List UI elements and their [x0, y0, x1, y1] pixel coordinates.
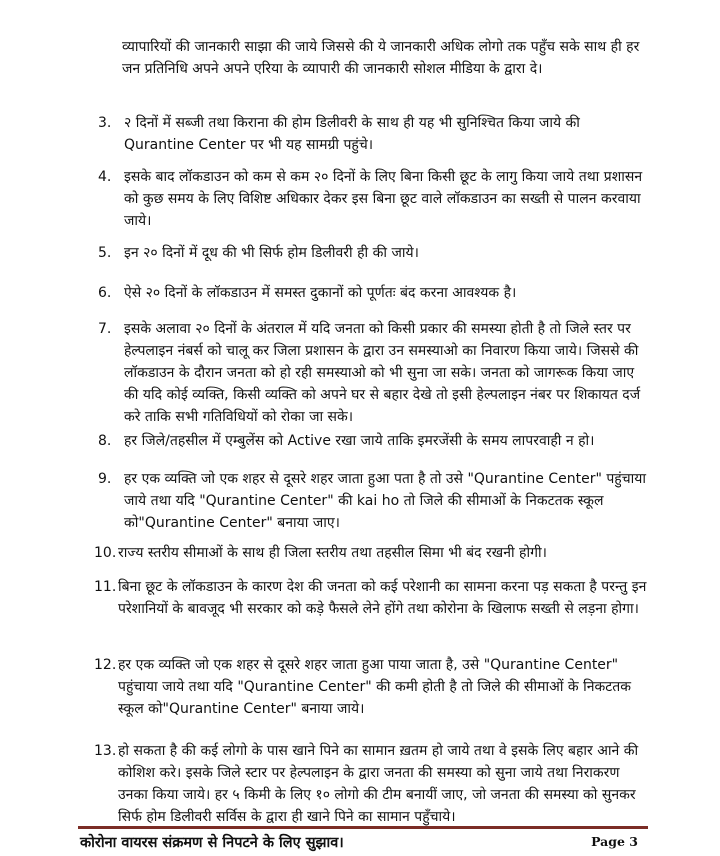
item-text: इन २० दिनों में दूध की भी सिर्फ होम डिलीवरी ही की जाये।	[124, 245, 419, 261]
list-item-11	[94, 576, 648, 620]
list-item-10	[94, 542, 648, 564]
item-number: 9.	[98, 471, 112, 487]
item-text: इसके बाद लॉकडाउन को कम से कम २० दिनों के लिए बिना किसी छूट के लागु किया जाये तथा प्रशासन को कुछ समय के लिए विशिष्ट अधिकार देकर इस बिना छूट वाले लॉकडाउन का सख्ती से पालन करवाया जाये।	[124, 169, 643, 229]
list-item-3	[98, 112, 648, 156]
item-number: 3.	[98, 115, 112, 131]
item-number: 5.	[98, 245, 112, 261]
item-number: 11.	[94, 579, 117, 595]
item-text: इसके अलावा २० दिनों के अंतराल में यदि जनता को किसी प्रकार की समस्या होती है तो जिले स्तर पर हेल्पलाइन नंबर्स को चालू कर जिला प्रशासन के द्वारा उन समस्याओ का निवारण किया जाये। जिससे की लॉकडाउन के दौरान जनता को हो रही समस्याओ को भी सुना जा सके। जनता को जागरूक किया जाए की यदि कोई व्यक्ति, किसी व्यक्ति को अपने घर से बहार देखे तो इसी हेल्पलाइन नंबर पर शिकायत दर्ज करे ताकि सभी गतिविधियों को रोका जा सके।	[124, 321, 641, 425]
list-item-4	[98, 166, 648, 232]
list-item-5	[98, 242, 648, 264]
item-text: राज्य स्तरीय सीमाओं के साथ ही जिला स्तरीय तथा तहसील सिमा भी बंद रखनी होगी।	[118, 545, 547, 561]
item-text: ऐसे २० दिनों के लॉकडाउन में समस्त दुकानों को पूर्णतः बंद करना आवश्यक है।	[124, 285, 517, 301]
item-number: 8.	[98, 433, 112, 449]
item-number: 7.	[98, 321, 112, 337]
list-item-7	[98, 318, 648, 428]
list-item-12	[94, 654, 648, 720]
item-number: 6.	[98, 285, 112, 301]
footer-divider	[78, 826, 648, 829]
intro-paragraph: व्यापारियों की जानकारी साझा की जाये जिससे की ये जानकारी अधिक लोगो तक पहुँच सके साथ ही हर जन प्रतिनिधि अपने अपने एरिया के व्यापारी की जानकारी सोशल मीडिया के द्वारा दे।	[122, 39, 640, 77]
footer-title: कोरोना वायरस संक्रमण से निपटने के लिए सुझाव।	[80, 835, 344, 851]
item-text: हर एक व्यक्ति जो एक शहर से दूसरे शहर जाता हुआ पाया जाता है, उसे "Qurantine Center" पहुंचाया जाये तथा यदि "Qurantine Center" की कमी होती है तो जिले की सीमाओं के निकटतक स्कूल को"Qurantine Center" बनाया जाये।	[118, 657, 632, 717]
item-number: 12.	[94, 657, 117, 673]
page-number: Page 3	[591, 834, 638, 849]
item-text: बिना छूट के लॉकडाउन के कारण देश की जनता को कई परेशानी का सामना करना पड़ सकता है परन्तु इन परेशानियों के बावजूद भी सरकार को कड़े फैसले लेने होंगे तथा कोरोना के खिलाफ सख्ती से लड़ना होगा।	[118, 579, 647, 617]
list-item-9	[98, 468, 648, 534]
item-number: 10.	[94, 545, 117, 561]
item-number: 13.	[94, 743, 117, 759]
item-text: हर एक व्यक्ति जो एक शहर से दूसरे शहर जाता हुआ पता है तो उसे "Qurantine Center" पहुंचाया जाये तथा यदि "Qurantine Center" की kai ho तो जिले की सीमाओं के निकटतक स्कूल को"Qurantine Center" बनाया जाए।	[124, 471, 646, 531]
item-number: 4.	[98, 169, 112, 185]
list-item-8	[98, 430, 648, 452]
item-text: हो सकता है की कई लोगो के पास खाने पिने का सामान ख़तम हो जाये तथा वे इसके लिए बहार आने की कोशिश करे। इसके जिले स्टार पर हेल्पलाइन के द्वारा जनता की समस्या को सुना जाये तथा निराकरण उनका किया जाये। हर ५ किमी के लिए १० लोगो की टीम बनायीं जाए, जो जनता की समस्या को सुनकर सिर्फ होम डिलीवरी सर्विस के द्वारा ही खाने पिने का सामान पहुँचाये।	[118, 743, 639, 825]
list-item-6	[98, 282, 648, 304]
item-text: हर जिले/तहसील में एम्बुलेंस को Active रखा जाये ताकि इमरजेंसी के समय लापरवाही न हो।	[124, 433, 595, 449]
list-item-13	[94, 740, 648, 828]
item-text: २ दिनों में सब्जी तथा किराना की होम डिलीवरी के साथ ही यह भी सुनिश्चित किया जाये की Qurantine Center पर भी यह सामग्री पहुंचे।	[124, 115, 580, 153]
